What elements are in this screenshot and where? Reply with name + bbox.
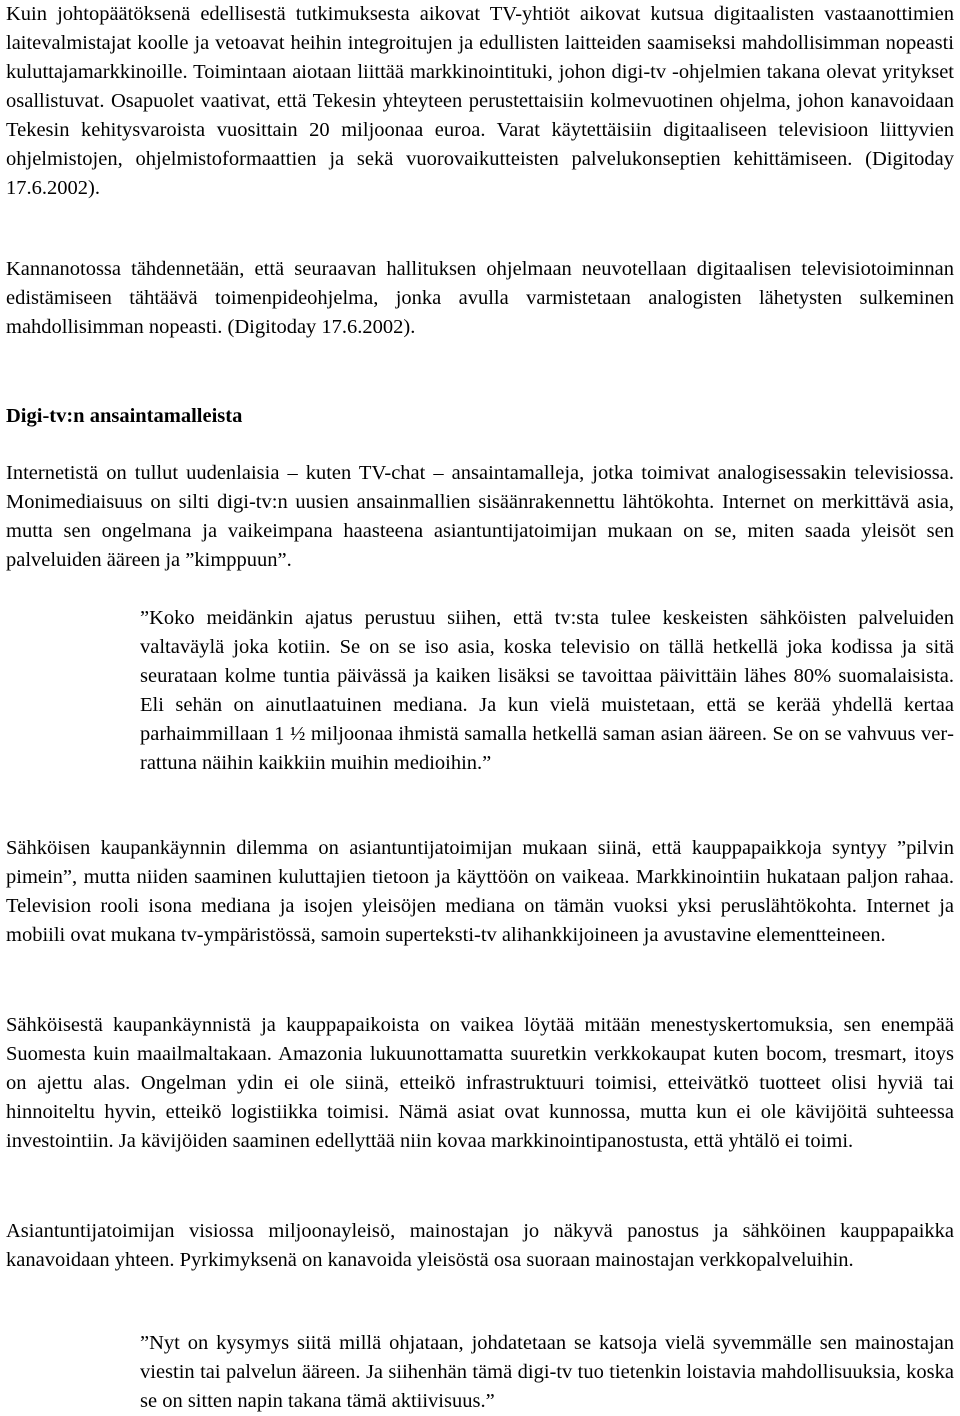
section-heading: Digi-tv:n ansaintamalleista <box>6 405 243 427</box>
body-paragraph: Sähköisen kaupankäynnin dilemma on asiantuntijatoimijan mukaan siinä, että kauppapaikkoja syntyy ”pilvin pimein”, mutta niiden saaminen kuluttajien tietoon ja käyttöön on vaikeaa. Markkinointiin hukataan paljon rahaa. Television rooli isona mediana ja isojen yleisöjen mediana on tämän vuoksi yksi peruslähtökohta. Internet ja mobiili ovat mukana tv-ympäristössä, samoin superteksti-tv alihankkijoineen ja avustavine elementteineen. <box>6 837 954 946</box>
block-quote: ”Koko meidänkin ajatus perustuu siihen, että tv:sta tulee keskeisten sähköisten palveluiden valtaväylä joka kotiin. Se on se iso asia, koska televisio on tällä hetkellä joka kodissa ja sitä seurataan kolme tuntia päivässä ja kaiken lisäksi se tavoittaa päivittäin lähes 80% suomalaisista. Eli sehän on ainutlaatuinen mediana. Ja kun vielä muistetaan, että se kerää yhdellä kertaa parhaimmillaan 1 ½ miljoonaa ihmistä samalla hetkellä saman asian ääreen. Se on se vahvuus verrattuna näihin kaikkiin muihin medioihin.” <box>140 607 954 774</box>
body-paragraph: Kuin johtopäätöksenä edellisestä tutkimuksesta aikovat TV-yhtiöt aikovat kutsua digitaalisten vastaanottimien laitevalmistajat koolle ja vetoavat heihin integroitujen ja edullisten laitteiden saamiseksi mahdollisimman nopeasti kuluttajamarkkinoille. Toimintaan aiotaan liittää markkinointituki, johon digi-tv -ohjelmien takana olevat yritykset osallistuvat. Osapuolet vaativat, että Tekesin yhteyteen perustettaisiin kolmevuotinen ohjelma, johon kanavoidaan Tekesin kehitysvaroista vuosittain 20 miljoonaa euroa. Varat käytettäisiin digitaaliseen televisioon liittyvien ohjelmistojen, ohjelmistoformaattien ja sekä vuorovaikutteisten palvelukonseptien kehittämiseen. (Digitoday 17.6.2002). <box>6 3 954 199</box>
body-paragraph: Kannanotossa tähdennetään, että seuraavan hallituksen ohjelmaan neuvotellaan digitaalisen televisiotoiminnan edistämiseen tähtäävä toimenpideohjelma, jonka avulla varmistetaan analogisten lähetysten sulkeminen mahdollisimman nopeasti. (Digitoday 17.6.2002). <box>6 258 954 338</box>
body-paragraph: Sähköisestä kaupankäynnistä ja kauppapaikoista on vaikea löytää mitään menestyskertomuksia, sen enempää Suomesta kuin maailmaltakaan. Amazonia lukuunottamatta suuretkin verkkokaupat kuten bocom, tresmart, itoys on ajettu alas. Ongelman ydin ei ole siinä, etteikö infrastruktuuri toimisi, etteivätkö tuotteet olisi hyviä tai hinnoiteltu hyvin, etteikö logistiikka toimisi. Nämä asiat ovat kunnossa, mutta kun ei ole kävijöitä suhteessa investointiin. Ja kävijöiden saaminen edellyttää niin kovaa markkinointipanostusta, että yhtälö ei toimi. <box>6 1014 954 1152</box>
body-paragraph: Internetistä on tullut uudenlaisia – kuten TV-chat – ansaintamalleja, jotka toimivat analogisessakin televisiossa. Monimediaisuus on silti digi-tv:n uusien ansainmallien sisäänrakennettu lähtökohta. Internet on merkittävä asia, mutta sen ongelmana ja vaikeimpana haasteena asiantuntijatoimijan mukaan on se, miten saada yleisöt sen palveluiden ääreen ja ”kimppuun”. <box>6 462 954 571</box>
block-quote: ”Nyt on kysymys siitä millä ohjataan, johdatetaan se katsoja vielä syvemmälle sen mainostajan viestin tai palvelun ääreen. Ja siihenhän tämä digi-tv tuo tietenkin loistavia mahdollisuuksia, koska se on sitten napin takana tämä aktiivisuus.” <box>140 1332 954 1412</box>
body-paragraph: Asiantuntijatoimijan visiossa miljoonayleisö, mainostajan jo näkyvä panostus ja sähköinen kauppapaikka kanavoidaan yhteen. Pyrkimyksenä on kanavoida yleisöstä osa suoraan mainostajan verkkopalveluihin. <box>6 1220 954 1271</box>
